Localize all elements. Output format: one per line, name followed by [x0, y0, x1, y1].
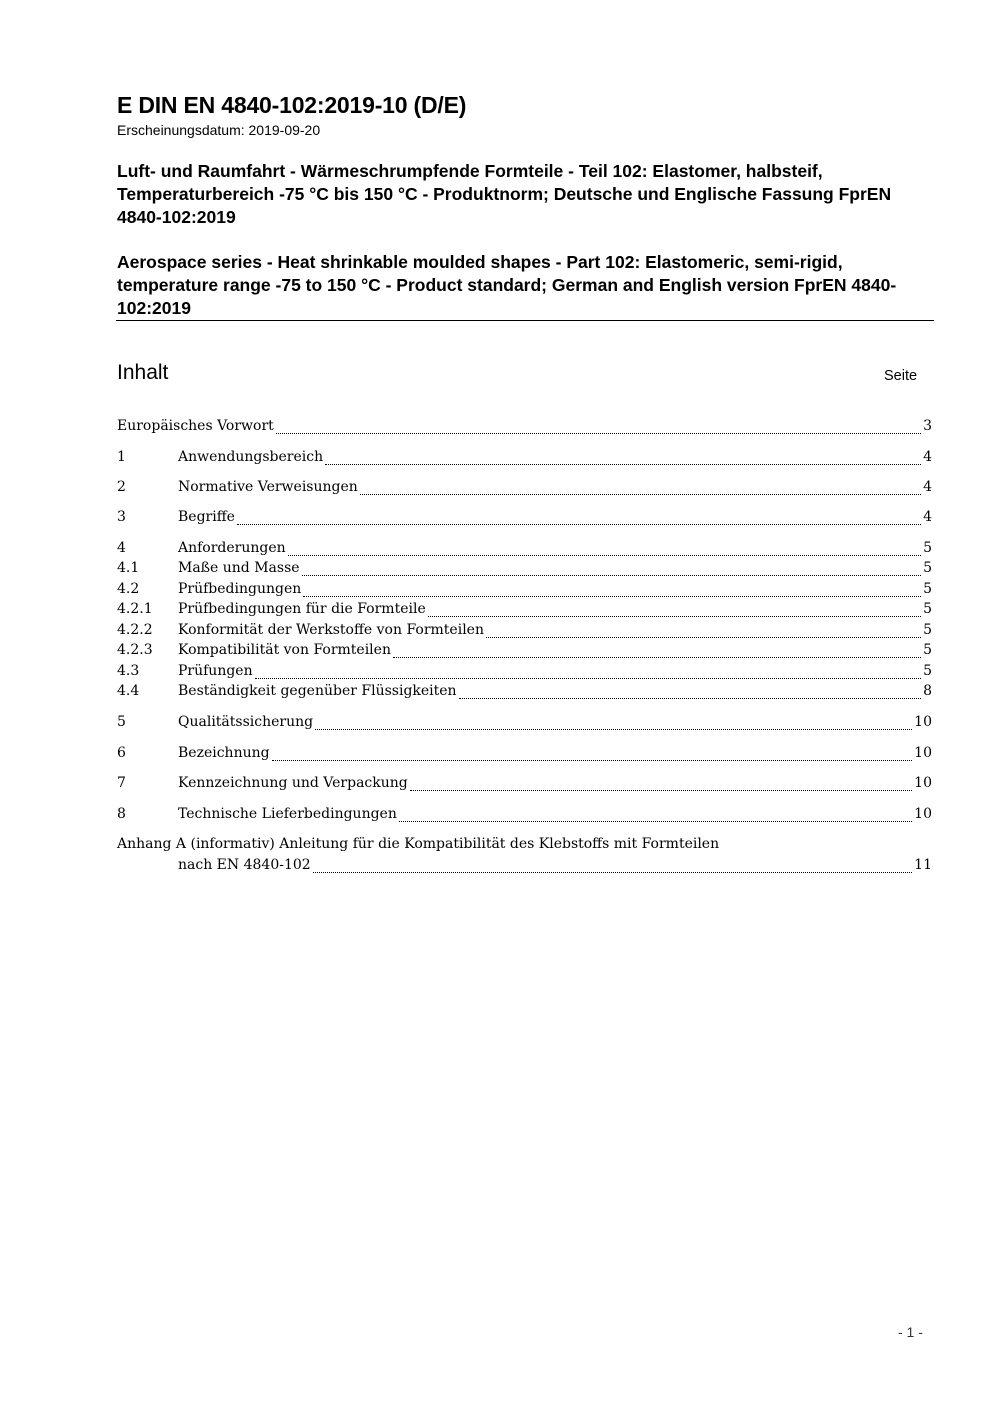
toc-entry-page: 5	[923, 642, 932, 658]
toc-entry-page: 5	[923, 663, 932, 679]
toc-entry-number: 4.1	[117, 560, 140, 576]
toc-entry[interactable]	[117, 663, 932, 683]
toc-entry-number: 4.2.2	[117, 622, 153, 638]
toc-annex-title[interactable]: Anhang A (informativ) Anleitung für die Kompatibilität des Klebstoffs mit Formteilen	[117, 836, 720, 852]
toc-entry-title: Qualitätssicherung	[178, 714, 314, 730]
toc-entry-page: 10	[914, 806, 932, 822]
toc-entry-title: Kompatibilität von Formteilen	[178, 642, 391, 658]
toc-entry-title: Prüfbedingungen	[178, 581, 302, 597]
toc-entry-page: 10	[914, 714, 932, 730]
toc-entry-number: 4.3	[117, 663, 140, 679]
toc-entry-number: 4.2.3	[117, 642, 153, 658]
toc-entry-title: Begriffe	[178, 509, 235, 525]
toc-entry-number: 4.2.1	[117, 601, 153, 617]
english-title: Aerospace series - Heat shrinkable moulded shapes - Part 102: Elastomeric, semi-rigid, temperature range -75 to 150 °C - Product standard; German and English version FprEN 4840-102:2019	[117, 252, 897, 318]
toc-entry-page: 10	[914, 745, 932, 761]
toc-entry[interactable]	[117, 601, 932, 621]
toc-leader-dots	[302, 574, 922, 576]
toc-entry-title: Kennzeichnung und Verpackung	[178, 775, 408, 791]
toc-entry-page: 4	[923, 449, 932, 465]
toc-entry-page: 4	[923, 509, 932, 525]
toc-annex-title-continued: nach EN 4840-102	[178, 857, 311, 873]
toc-entry-number: 1	[117, 449, 126, 465]
toc-entry[interactable]	[117, 745, 932, 765]
title-divider	[116, 320, 934, 321]
toc-entry-page: 8	[923, 683, 932, 699]
toc-entry[interactable]	[117, 560, 932, 580]
toc-entry[interactable]	[117, 581, 932, 601]
toc-entry[interactable]	[117, 806, 932, 826]
toc-leader-dots	[315, 728, 912, 730]
publication-date: Erscheinungsdatum: 2019-09-20	[117, 122, 321, 138]
toc-entry[interactable]	[117, 418, 932, 438]
toc-entry-page: 5	[923, 581, 932, 597]
toc-leader-dots	[360, 493, 921, 495]
toc-entry-title: Prüfbedingungen für die Formteile	[178, 601, 426, 617]
toc-entry[interactable]	[117, 642, 932, 662]
toc-entry-page: 5	[923, 540, 932, 556]
toc-annex-page: 11	[914, 857, 932, 873]
toc-entry[interactable]	[117, 509, 932, 529]
toc-entry-title: Anforderungen	[178, 540, 286, 556]
toc-entry-number: 4.2	[117, 581, 140, 597]
toc-leader-dots	[325, 463, 921, 465]
toc-entry-number: 8	[117, 806, 126, 822]
toc-entry-number: 5	[117, 714, 126, 730]
toc-annex-entry[interactable]	[178, 857, 932, 877]
toc-entry-title: Beständigkeit gegenüber Flüssigkeiten	[178, 683, 457, 699]
toc-entry-title: Prüfungen	[178, 663, 253, 679]
toc-leader-dots	[428, 615, 921, 617]
toc-entry-title: Maße und Masse	[178, 560, 300, 576]
toc-leader-dots	[303, 595, 921, 597]
toc-entry-title: Konformität der Werkstoffe von Formteilen	[178, 622, 484, 638]
toc-entry[interactable]	[117, 540, 932, 560]
toc-leader-dots	[410, 789, 912, 791]
toc-entry[interactable]	[117, 683, 932, 703]
toc-heading: Inhalt	[117, 361, 169, 384]
toc-entry[interactable]	[117, 479, 932, 499]
toc-entry-title: Normative Verweisungen	[178, 479, 358, 495]
toc-leader-dots	[313, 871, 913, 873]
toc-leader-dots	[255, 677, 921, 679]
toc-entry-page: 5	[923, 622, 932, 638]
toc-entry-number: 6	[117, 745, 126, 761]
page-number: - 1 -	[898, 1324, 923, 1340]
toc-entry-title: Bezeichnung	[178, 745, 270, 761]
document-title: E DIN EN 4840-102:2019-10 (D/E)	[117, 92, 467, 118]
german-title: Luft- und Raumfahrt - Wärmeschrumpfende Formteile - Teil 102: Elastomer, halbsteif, Temperaturbereich -75 °C bis 150 °C - Produktnorm; Deutsche und Englische Fassung FprEN 4840-102:2019	[117, 161, 892, 227]
toc-entry-title: Anwendungsbereich	[178, 449, 324, 465]
toc-leader-dots	[486, 636, 921, 638]
toc-entry[interactable]	[117, 622, 932, 642]
toc-leader-dots	[459, 697, 922, 699]
toc-entry-page: 5	[923, 560, 932, 576]
toc-entry-title: Technische Lieferbedingungen	[178, 806, 397, 822]
toc-entry-page: 3	[923, 418, 932, 434]
toc-entry-page: 5	[923, 601, 932, 617]
toc-leader-dots	[272, 759, 913, 761]
toc-entry-number: 2	[117, 479, 126, 495]
toc-entry-number: 4	[117, 540, 126, 556]
toc-page-label: Seite	[884, 368, 918, 384]
toc-entry[interactable]	[117, 714, 932, 734]
toc-leader-dots	[276, 432, 921, 434]
toc-entry-page: 4	[923, 479, 932, 495]
toc-leader-dots	[237, 523, 921, 525]
toc-leader-dots	[399, 820, 912, 822]
toc-entry-number: 7	[117, 775, 126, 791]
toc-leader-dots	[288, 554, 921, 556]
toc-leader-dots	[393, 656, 921, 658]
toc-entry-title: Europäisches Vorwort	[117, 418, 274, 434]
toc-entry-page: 10	[914, 775, 932, 791]
toc-entry-number: 3	[117, 509, 126, 525]
toc-entry[interactable]	[117, 449, 932, 469]
toc-entry[interactable]	[117, 775, 932, 795]
toc-entry-number: 4.4	[117, 683, 140, 699]
